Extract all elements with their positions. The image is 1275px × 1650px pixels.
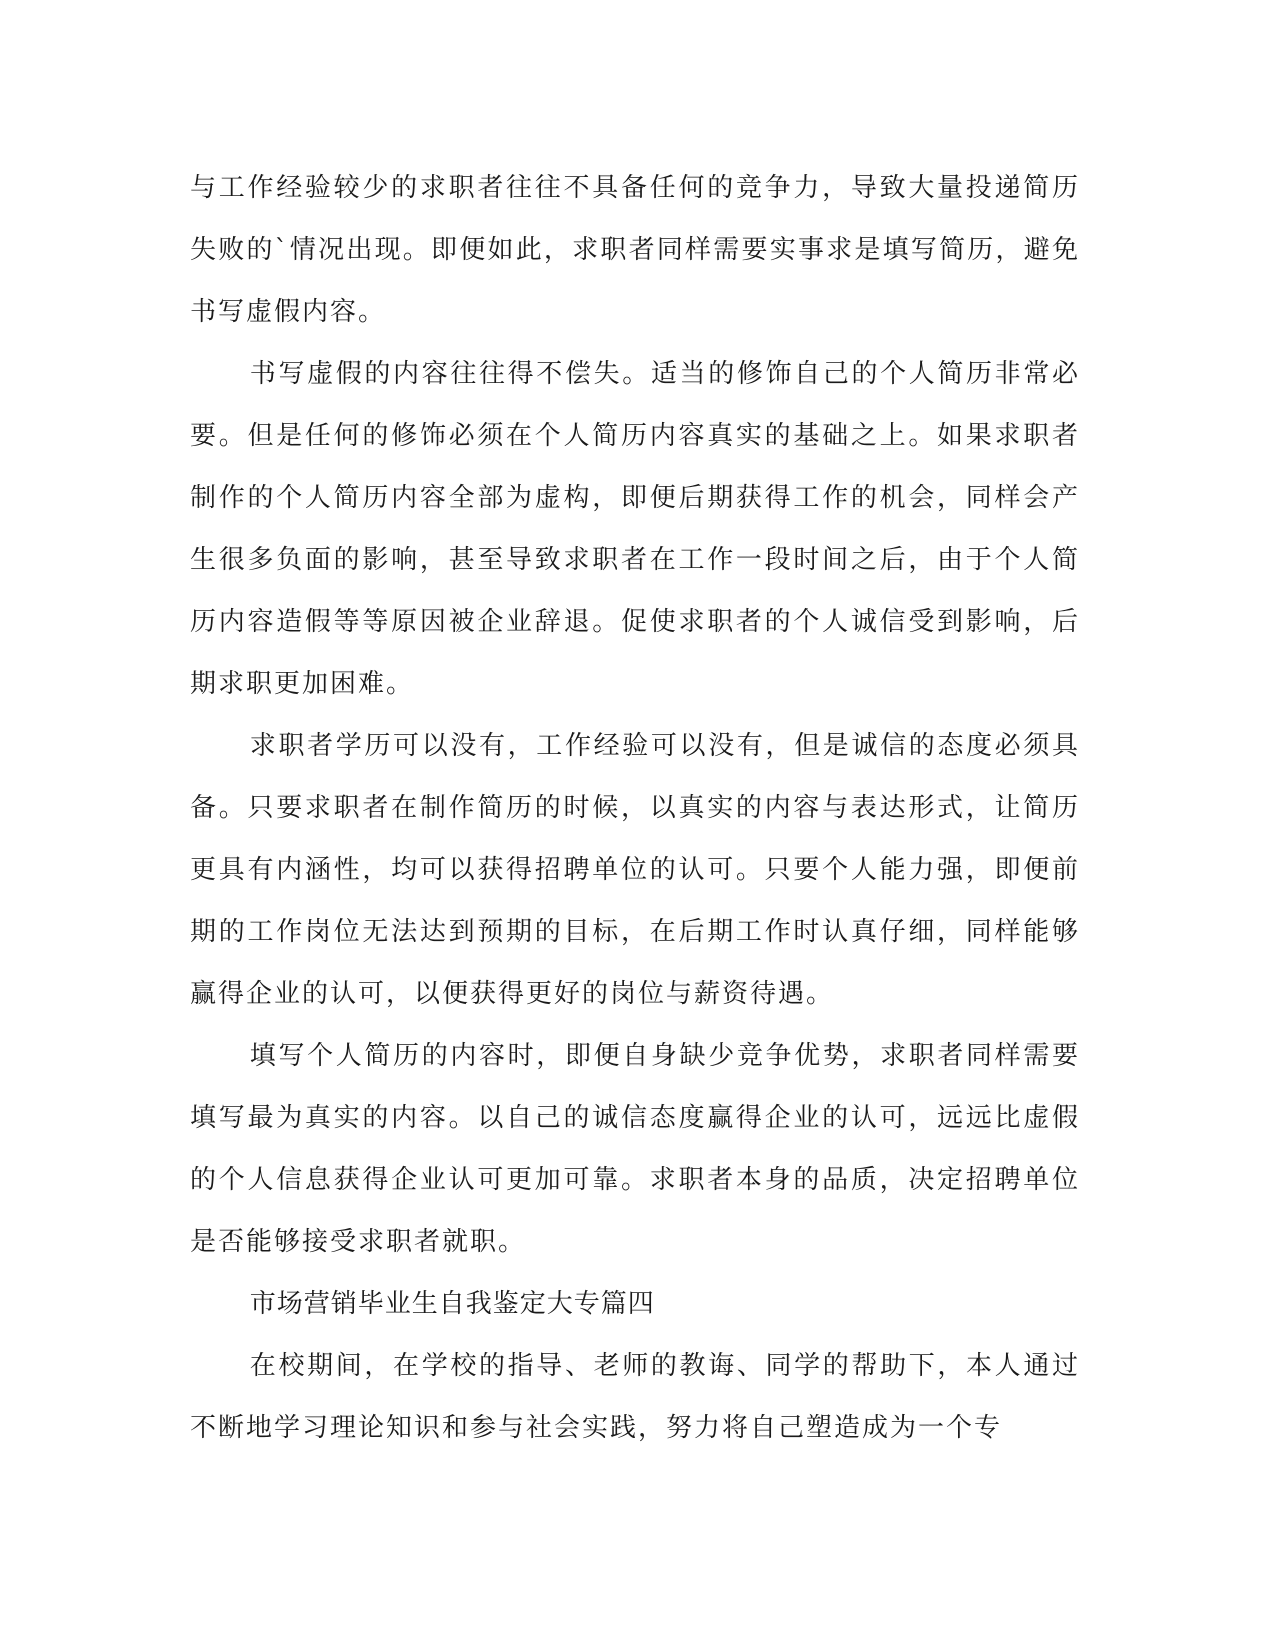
paragraph-3: 求职者学历可以没有，工作经验可以没有，但是诚信的态度必须具备。只要求职者在制作简历的时候，以真实的内容与表达形式，让简历更具有内涵性，均可以获得招聘单位的认可。只要个人能力强，即便前期的工作岗位无法达到预期的目标，在后期工作时认真仔细，同样能够赢得企业的认可，以便获得更好的岗位与薪资待遇。 xyxy=(190,731,1080,1009)
document-body xyxy=(190,157,1080,1459)
paragraph-5: 在校期间，在学校的指导、老师的教诲、同学的帮助下，本人通过不断地学习理论知识和参与社会实践，努力将自己塑造成为一个专 xyxy=(190,1351,1080,1443)
section-heading: 市场营销毕业生自我鉴定大专篇四 xyxy=(249,1289,655,1319)
paragraph-1: 与工作经验较少的求职者往往不具备任何的竞争力，导致大量投递简历失败的`情况出现。即便如此，求职者同样需要实事求是填写简历，避免书写虚假内容。 xyxy=(190,173,1080,327)
paragraph-4: 填写个人简历的内容时，即便自身缺少竞争优势，求职者同样需要填写最为真实的内容。以自己的诚信态度赢得企业的认可，远远比虚假的个人信息获得企业认可更加可靠。求职者本身的品质，决定招聘单位是否能够接受求职者就职。 xyxy=(190,1041,1080,1257)
paragraph-2: 书写虚假的内容往往得不偿失。适当的修饰自己的个人简历非常必要。但是任何的修饰必须在个人简历内容真实的基础之上。如果求职者制作的个人简历内容全部为虚构，即便后期获得工作的机会，同样会产生很多负面的影响，甚至导致求职者在工作一段时间之后，由于个人简历内容造假等等原因被企业辞退。促使求职者的个人诚信受到影响，后期求职更加困难。 xyxy=(190,359,1080,699)
